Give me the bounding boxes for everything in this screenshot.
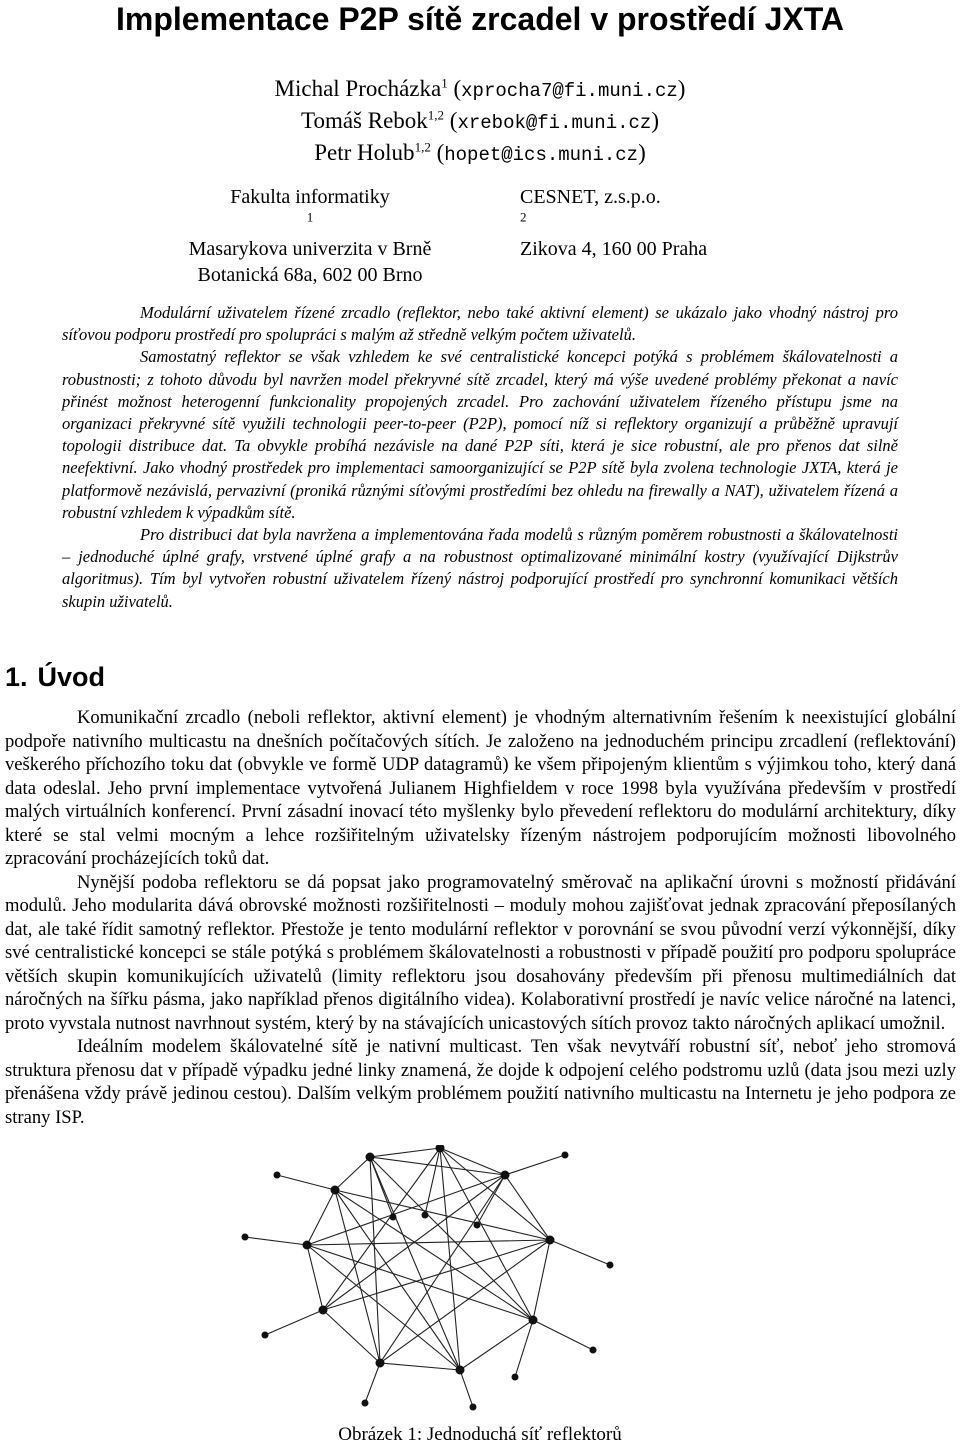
affiliation-cesnet: CESNET, z.s.p.o. $^2$ Zikova 4, 160 00 Praha [520,186,708,260]
affiliation-fi: Fakulta informatiky $^1$ Masarykova univerzita v Brně Botanická 68a, 602 00 Brno [188,186,432,286]
network-edges [245,1148,610,1407]
author-3: Petr Holub$^{1,2}$ (hopet@ics.muni.cz) [314,139,646,166]
body-paragraph: Komunikační zrcadlo (neboli reflektor, aktivní element) je vhodným alternativním řešením k neexistující globální podpoře nativního multicastu na dnešních počítačových sítích. Je založeno na jednoduchém principu zrcadlení (reflektování) veškerého příchozího toku dat (obvykle ve formě UDP datagramů) ke všem připojeným klientům s výjimkou toho, který daná data odeslal. Jeho první implementace vytvořená Julianem Highfieldem v roce 1998 byla využívána především v prostředí malých virtuálních konferencí. První zásadní inovací této myšlenky bylo převedení reflektoru do modulární architektury, díky které se stal velmi mocným a lehce rozšiřitelným uživatelsky řízeným nástrojem podporujícím možnosti libovolného zpracování procházejících toků dat. [5,707,956,869]
author-email[interactable]: hopet@ics.muni.cz [444,144,639,166]
author-1: Michal Procházka$^1$ (xprocha7@fi.muni.cz) [274,75,686,102]
section-title: Úvod [37,662,106,692]
paper-title: Implementace P2P sítě zrcadel v prostředí JXTA [116,1,844,37]
author-list [0,74,960,170]
section-heading [5,660,115,694]
body-paragraph: Ideálním modelem škálovatelné sítě je nativní multicast. Ten však nevytváří robustní síť, neboť jeho stromová struktura přenosu dat v případě výpadku jedné linky znamená, že dojde k odpojení celého podstromu uzlů (data jsou mezi uzly přenášena vždy právě jedinou cestou). Dalším velkým problémem použití nativního multicastu na Internetu je jeho podpora ze strany ISP. [5,1036,956,1128]
body-paragraph: Nynější podoba reflektoru se dá popsat jako programovatelný směrovač na aplikační úrovni s možností přidávání modulů. Jeho modularita dává obrovské možnosti rozšiřitelnosti – moduly mohou zajišťovat jednak zpracování přeposílaných dat, ale také řídit samotný reflektor. Přestože je tento modulární reflektor v porovnání se svou původní verzí výkonnější, díky své centralistické koncepci se stále potýká s problémem škálovatelnosti a robustnosti v případě použití pro podporu spolupráce větších skupin komunikujících uživatelů (limity reflektoru jsou dosahovány především při přenosu multimediálních dat náročných na šířku pásma, jako například přenos digitálního videa). Kolaborativní prostředí je navíc velice náročné na latenci, proto vyvstala nutnost navrhnout systém, který by na stávajících unicastových sítích provoz takto náročných aplikací umožnil. [5,871,956,1034]
abstract-paragraph: Modulární uživatelem řízené zrcadlo (reflektor, nebo také aktivní element) se ukázalo jako vhodný nástroj pro síťovou podporu prostředí pro spolupráci s malým až středně velkým počtem uživatelů. [62,303,898,345]
abstract [62,302,898,613]
abstract-paragraph: Pro distribuci dat byla navržena a implementována řada modelů s různým poměrem robustnosti a škálovatelnosti – jednoduché úplné grafy, vrstvené úplné grafy a na robustnost optimalizované minimální kostry (využívající Dijkstrův algoritmus). Tím byl vytvořen robustní uživatelem řízený nástroj podporující prostředí pro synchronní komunikaci větších skupin uživatelů. [62,525,898,611]
author-email[interactable]: xrebok@fi.muni.cz [457,112,652,134]
author-name: Petr Holub [314,140,415,165]
section-number: 1. [5,662,28,692]
reflector-network-figure [215,1145,745,1415]
author-2: Tomáš Rebok$^{1,2}$ (xrebok@fi.muni.cz) [301,107,659,134]
figure-caption: Obrázek 1: Jednoduchá síť reflektorů [338,1424,622,1445]
author-email[interactable]: xprocha7@fi.muni.cz [461,80,678,102]
section-body [5,706,956,1129]
author-name: Tomáš Rebok [301,108,428,133]
abstract-paragraph: Samostatný reflektor se však vzhledem ke své centralistické koncepci potýká s problémem škálovatelnosti a robustnosti; z tohoto důvodu byl navržen model překryvné sítě zrcadel, který má výše uvedené problémy překonat a navíc přinést možnost heterogenní funkcionality propojených zrcadel. Pro zachování uživatelem řízeného přístupu jsme na organizaci překryvné sítě využili technologii peer-to-peer (P2P), pomocí níž si reflektory organizují a průběžně upravují topologii distribuce dat. Ta obvykle probíhá nezávisle na dané P2P síti, která je sice robustní, ale pro přenos dat silně neefektivní. Jako vhodný prostředek pro implementaci samoorganizující se P2P sítě byla zvolena technologie JXTA, která je platformově nezávislá, pervazivní (proniká různými síťovými prostředími bez ohledu na firewally a NAT), uživatelem řízená a robustní vzhledem k výpadkům sítě. [62,347,898,522]
author-name: Michal Procházka [274,76,442,101]
